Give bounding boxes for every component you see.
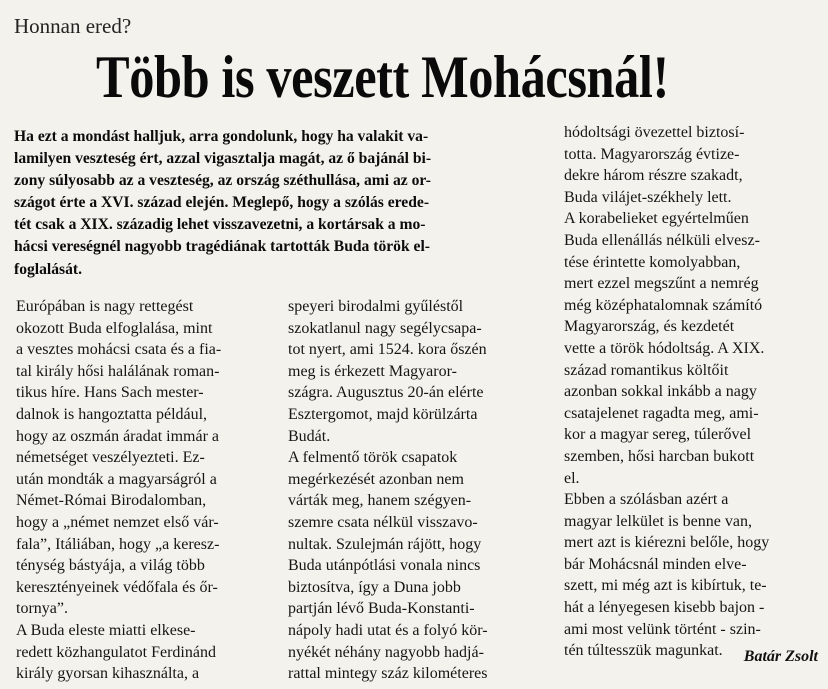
text-line: szemben, hősi harcban bukott [564, 447, 755, 465]
text-line: A Buda eleste miatti elkese- [16, 621, 196, 639]
text-line: Ebben a szólásban azért a [564, 491, 729, 509]
text-line: tén túltesszük magunkat. [564, 642, 723, 660]
text-line: szett, mi még azt is kibírtuk, te- [564, 577, 767, 595]
text-line: magyar lelkület is benne van, [564, 512, 752, 530]
text-line: kor a magyar sereg, túlerővel [564, 426, 752, 444]
text-line: nápoly hadi utat és a folyó kör- [288, 621, 488, 639]
text-line: szokatlanul nagy segélycsapa- [288, 319, 482, 337]
text-line: dalnok is hangoztatta például, [16, 405, 208, 423]
text-line: szemre csata nélkül visszavo- [288, 513, 478, 531]
text-line: dekre három részre szakadt, [564, 167, 743, 185]
text-line: A felmentő török csapatok [288, 449, 458, 467]
text-line: várták meg, hanem szégyen- [288, 492, 472, 510]
body-column-2 [288, 296, 546, 685]
text-line: bár Mohácsnál minden elve- [564, 555, 747, 573]
text-line: németséget veszélyezteti. Ez- [16, 449, 205, 467]
text-line: Buda vilájet-székhely lett. [564, 188, 732, 206]
text-line: fala”, Itáliában, hogy „a keresz- [16, 535, 220, 553]
text-line: rattal mintegy száz kilométeres [288, 665, 488, 683]
text-line: biztosítva, így a Duna jobb [288, 578, 461, 596]
lead-paragraph [14, 126, 546, 281]
text-line: tése érintette komolyabban, [564, 253, 741, 271]
text-line: Európában is nagy rettegést [16, 298, 194, 315]
text-line: a vesztes mohácsi csata és a fia- [16, 341, 222, 359]
text-line: Buda utánpótlási vonala nincs [288, 557, 481, 575]
text-line: Német-Római Birodalomban, [16, 492, 207, 510]
text-line: meg is érkezett Magyaror- [288, 362, 457, 380]
text-line: hácsi vereségnél nagyobb tragédiának tartották Buda török el- [14, 238, 430, 256]
body-column-3 [564, 122, 822, 662]
text-line: szágot érte a XVI. század elején. Meglepő, hogy a szólás erede- [14, 194, 430, 212]
text-line: mert azt is kiérezni belőle, hogy [564, 534, 770, 552]
text-line: Ha ezt a mondást halljuk, arra gondolunk, hogy ha valakit va- [14, 128, 429, 145]
text-line: Buda ellenállás nélküli elvesz- [564, 231, 760, 249]
text-line: el. [564, 469, 580, 487]
text-line: tal király hősi halálának roman- [16, 362, 220, 380]
text-line: azonban sokkal inkább a nagy [564, 383, 757, 401]
text-line: megérkezését azonban nem [288, 470, 464, 488]
text-line: hódoltsági övezettel biztosí- [564, 124, 745, 141]
byline: Batár Zsolt [743, 648, 818, 665]
text-line: után mondták a magyarságról a [16, 470, 217, 488]
text-line: még középhatalomnak számító [564, 296, 763, 314]
kicker: Honnan ered? [14, 14, 132, 38]
text-line: speyeri birodalmi gyűléstől [288, 298, 464, 315]
text-line: nyékét néhány nagyobb hadjá- [288, 643, 484, 661]
text-line: totta. Magyarország évtize- [564, 145, 740, 163]
text-line: partján lévő Buda-Konstanti- [288, 600, 475, 618]
text-line: nultak. Szulejmán rájött, hogy [288, 535, 482, 553]
text-line: Magyarország, és kezdetét [564, 318, 735, 336]
text-line: Esztergomot, majd körülzárta [288, 405, 478, 423]
headline: Több is veszett Mohácsnál! [96, 44, 669, 110]
text-line: redett közhangulatot Ferdinánd [16, 643, 216, 661]
text-line: Budát. [288, 427, 331, 445]
text-line: lamilyen veszteség ért, azzal vigasztalja magát, az ő bajánál bi- [14, 150, 432, 168]
text-line: tornya”. [16, 600, 68, 618]
text-line: hogy az oszmán áradat immár a [16, 427, 220, 445]
text-line: ténység bástyája, a világ több [16, 557, 205, 575]
text-line: század romantikus költőit [564, 361, 729, 379]
text-line: zony súlyosabb az a veszteség, az ország széthullása, ami az or- [14, 172, 431, 190]
text-line: csatajelenet ragadta meg, ami- [564, 404, 759, 422]
text-line: tikus híre. Hans Sach mester- [16, 384, 204, 402]
text-line: vette a török hódoltság. A XIX. [564, 339, 765, 357]
text-line: tét csak a XIX. századig lehet visszavezetni, a kortársak a mo- [14, 216, 426, 234]
text-line: tot nyert, ami 1524. kora őszén [288, 341, 487, 359]
text-line: keresztényeinek védőfala és őr- [16, 578, 218, 596]
text-line: mert ezzel megszűnt a nemrég [564, 275, 759, 293]
text-line: A korabelieket egyértelműen [564, 210, 749, 228]
text-line: hogy a „német nemzet első vár- [16, 513, 219, 531]
text-line: ami most velünk történt - szin- [564, 620, 761, 638]
text-line: szágra. Augusztus 20-án elérte [288, 384, 484, 402]
text-line: hát a lényegesen kisebb bajon - [564, 599, 765, 617]
body-column-1 [16, 296, 274, 685]
text-line: okozott Buda elfoglalása, mint [16, 319, 213, 337]
text-line: foglalását. [14, 260, 83, 278]
text-line: király gyorsan kihasználta, a [16, 665, 200, 683]
